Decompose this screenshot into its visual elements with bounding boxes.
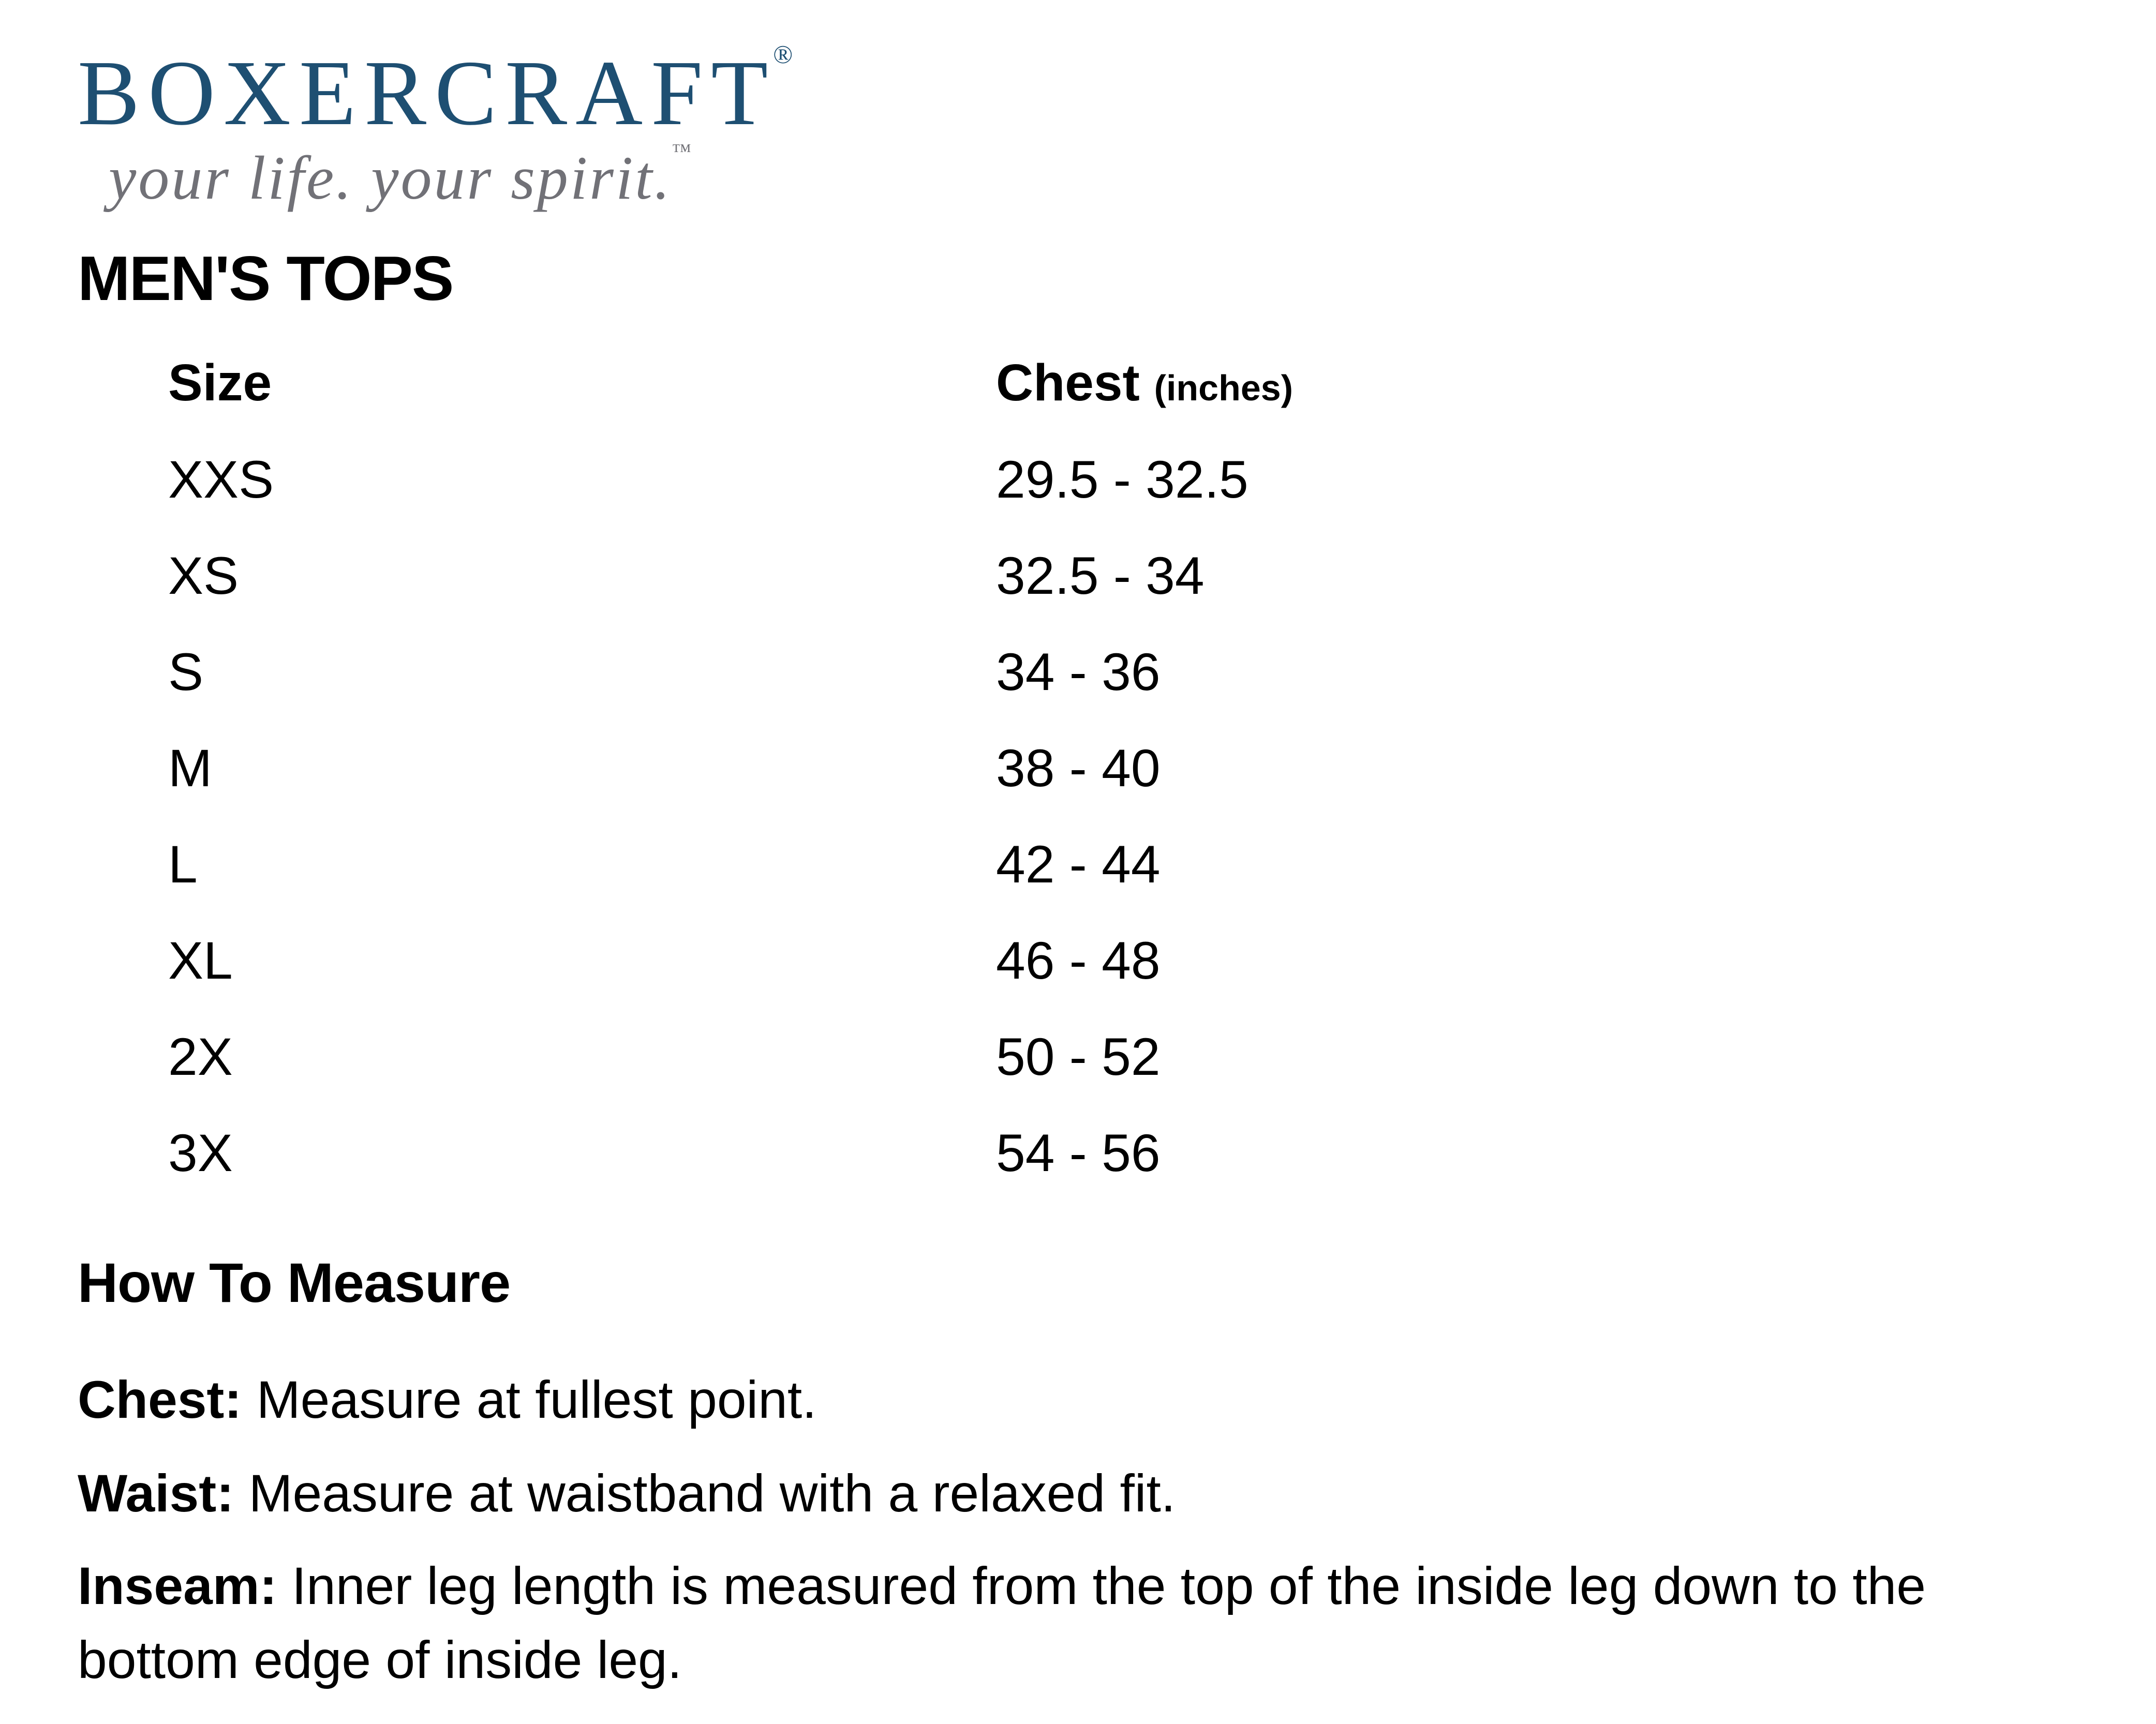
- table-row: [168, 737, 1293, 833]
- column-header-chest: [996, 352, 1293, 414]
- size-chart-table: [168, 352, 1293, 1218]
- size-cell: 3X: [168, 1123, 233, 1182]
- tagline-text: your life. your spirit.: [109, 143, 672, 212]
- table-row: [168, 448, 1293, 544]
- brand-logo: [78, 41, 793, 212]
- chest-cell: 50 - 52: [996, 1027, 1161, 1086]
- table-row: [168, 833, 1293, 929]
- chest-cell: 29.5 - 32.5: [996, 450, 1248, 509]
- column-header-chest-label: Chest: [996, 354, 1140, 412]
- size-cell: XL: [168, 931, 233, 990]
- trademark-symbol: ™: [672, 140, 691, 162]
- chest-cell: 54 - 56: [996, 1123, 1161, 1182]
- brand-wordmark: [78, 40, 793, 144]
- table-row: [168, 544, 1293, 640]
- chest-cell: 32.5 - 34: [996, 546, 1205, 605]
- brand-name: BOXERCRAFT: [78, 41, 777, 144]
- chest-unit-label: (inches): [1154, 368, 1293, 408]
- measure-text-waist: Measure at waistband with a relaxed fit.: [248, 1464, 1176, 1523]
- chest-cell: 42 - 44: [996, 835, 1161, 894]
- chest-cell: 38 - 40: [996, 739, 1161, 798]
- size-cell: M: [168, 739, 212, 798]
- measure-label-waist: Waist:: [78, 1464, 234, 1523]
- measure-label-chest: Chest:: [78, 1370, 242, 1429]
- chest-cell: 46 - 48: [996, 931, 1161, 990]
- measure-item-waist: [78, 1457, 1992, 1531]
- measure-item-chest: [78, 1363, 1992, 1437]
- registered-trademark-symbol: ®: [773, 40, 793, 69]
- chest-cell: 34 - 36: [996, 642, 1161, 701]
- size-cell: XS: [168, 546, 239, 605]
- measure-label-inseam: Inseam:: [78, 1556, 277, 1615]
- measure-text-inseam: Inner leg length is measured from the top of the inside leg down to the bottom edge of inside leg.: [78, 1556, 1926, 1689]
- brand-tagline: [109, 141, 793, 212]
- table-row: [168, 1121, 1293, 1218]
- size-cell: S: [168, 642, 204, 701]
- how-to-measure-heading: How To Measure: [78, 1251, 511, 1314]
- table-header-row: [168, 352, 1293, 448]
- size-cell: 2X: [168, 1027, 233, 1086]
- size-cell: L: [168, 835, 198, 894]
- measure-text-chest: Measure at fullest point.: [256, 1370, 817, 1429]
- page-title: MEN'S TOPS: [78, 243, 453, 313]
- measure-item-inseam: [78, 1549, 1992, 1697]
- column-header-size: Size: [168, 354, 272, 412]
- table-row: [168, 640, 1293, 737]
- table-row: [168, 929, 1293, 1025]
- size-cell: XXS: [168, 450, 274, 509]
- table-row: [168, 1025, 1293, 1121]
